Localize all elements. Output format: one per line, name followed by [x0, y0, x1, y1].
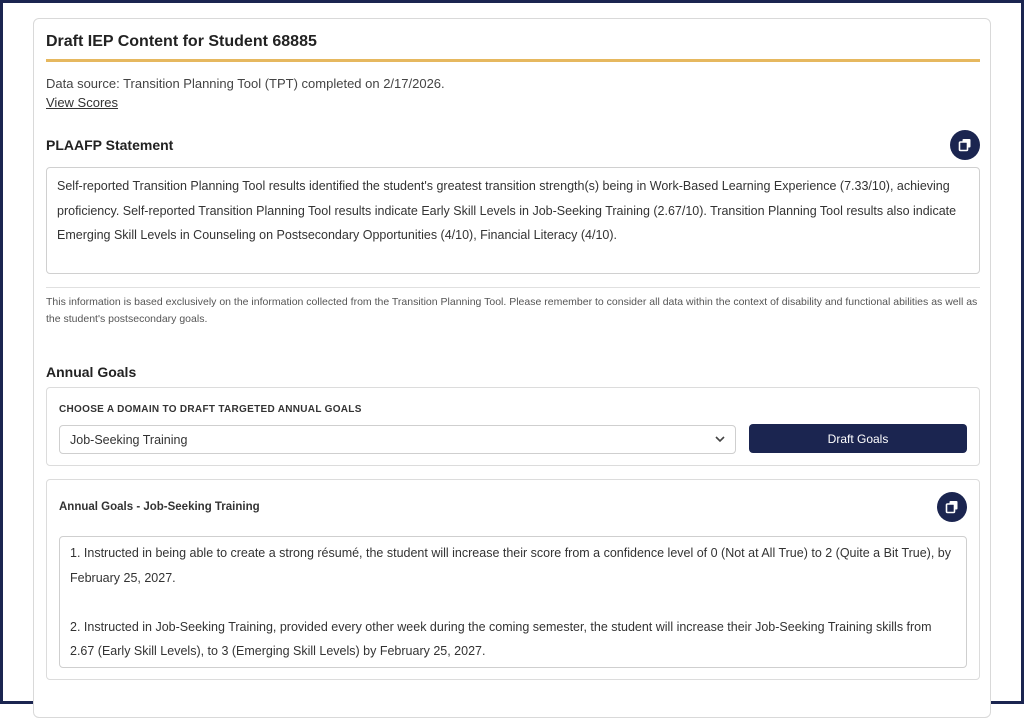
- data-source-text: Data source: Transition Planning Tool (TPT) completed on 2/17/2026.: [46, 76, 445, 91]
- copy-goals-button[interactable]: [937, 492, 967, 522]
- view-scores-link[interactable]: View Scores: [46, 95, 119, 110]
- plaafp-title: PLAAFP Statement: [46, 137, 174, 153]
- domain-selection-panel: [46, 387, 980, 466]
- copy-icon: [958, 138, 972, 152]
- iep-draft-card: [33, 18, 991, 718]
- goal-item: 2. Instructed in Job-Seeking Training, provided every other week during the coming semester, the student will increase their Job-Seeking Training skills from 2.67 (Early Skill Levels), to 3 (Emerging Skill Levels) by February 25, 2027.: [70, 619, 932, 658]
- copy-icon: [945, 500, 959, 514]
- annual-goals-text-box[interactable]: [59, 536, 967, 668]
- plaafp-statement-box[interactable]: Self-reported Transition Planning Tool results identified the student's greatest transition strength(s) being in Work-Based Learning Experience (7.33/10), achieving proficiency. Self-reported Transition Planning Tool results indicate Early Skill Levels in Job-Seeking Training (2.67/10). Transition Planning Tool results also indicate Emerging Skill Levels in Counseling on Postsecondary Opportunities (4/10), Financial Literacy (4/10).: [46, 167, 980, 274]
- copy-plaafp-button[interactable]: [950, 130, 980, 160]
- draft-goals-button[interactable]: Draft Goals: [749, 424, 967, 453]
- chevron-down-icon: [715, 436, 725, 443]
- annual-goals-result-heading: Annual Goals - Job-Seeking Training: [59, 501, 260, 513]
- annual-goals-result-panel: [46, 479, 980, 680]
- disclaimer-text: This information is based exclusively on the information collected from the Transition Planning Tool. Please remember to consider all data within the context of disability and functional abilities as well as the student's postsecondary goals.: [46, 296, 978, 325]
- domain-select-value: Job-Seeking Training: [70, 433, 188, 447]
- section-divider: [46, 287, 980, 288]
- page-title: Draft IEP Content for Student 68885: [46, 33, 317, 50]
- domain-select[interactable]: [59, 425, 736, 454]
- annual-goals-title: Annual Goals: [46, 364, 137, 380]
- title-underline: [46, 59, 980, 62]
- choose-domain-label: CHOOSE A DOMAIN TO DRAFT TARGETED ANNUAL GOALS: [59, 404, 362, 415]
- goal-item: 1. Instructed in being able to create a strong résumé, the student will increase their score from a confidence level of 0 (Not at All True) to 2 (Quite a Bit True), by February 25, 2027.: [70, 546, 951, 585]
